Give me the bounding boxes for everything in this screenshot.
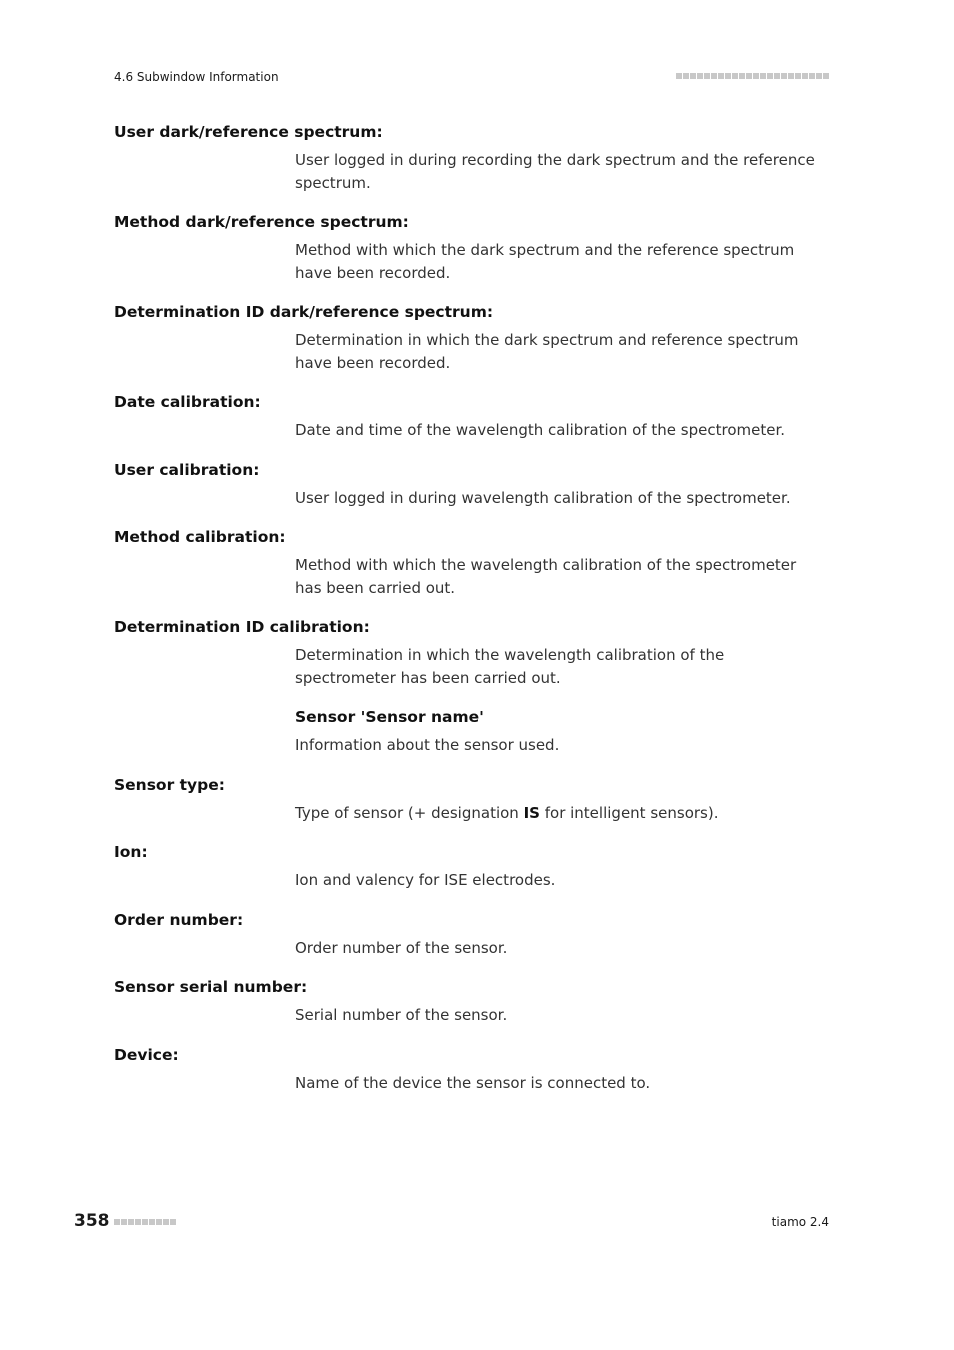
section-description: Information about the sensor used.: [295, 736, 560, 754]
entry-order-number: [114, 910, 834, 960]
product-name: tiamo 2.4: [771, 1215, 829, 1229]
footer-decoration: [114, 1219, 176, 1225]
entry-determination-dark-reference: [114, 302, 834, 374]
entry-user-calibration: [114, 460, 834, 510]
term: Sensor type:: [114, 775, 225, 794]
entry-date-calibration: [114, 392, 834, 442]
entry-user-dark-reference: [114, 122, 834, 194]
description: Serial number of the sensor.: [295, 1006, 508, 1024]
description-text: for intelligent sensors).: [539, 803, 719, 822]
description: Method with which the dark spectrum and the reference spectrum have been recorded.: [295, 241, 795, 282]
entry-method-calibration: [114, 527, 834, 599]
description: User logged in during wavelength calibration of the spectrometer.: [295, 488, 791, 507]
description: Date and time of the wavelength calibration of the spectrometer.: [295, 421, 786, 439]
term: User calibration:: [114, 460, 260, 479]
sensor-section: [295, 707, 834, 757]
designation-is: IS: [523, 803, 540, 822]
entry-method-dark-reference: [114, 212, 834, 284]
term: Sensor serial number:: [114, 978, 308, 996]
term: Device:: [114, 1045, 179, 1064]
definition-list: [114, 122, 834, 1112]
term: User dark/reference spectrum:: [114, 123, 383, 141]
description-text: Type of sensor (+ designation: [295, 803, 524, 822]
description: Ion and valency for ISE electrodes.: [295, 871, 556, 889]
description: Order number of the sensor.: [295, 938, 508, 957]
term: Ion:: [114, 843, 148, 861]
entry-determination-calibration: [114, 617, 834, 689]
description: User logged in during recording the dark spectrum and the reference spectrum.: [295, 151, 815, 192]
term: Date calibration:: [114, 393, 261, 411]
term: Method dark/reference spectrum:: [114, 213, 409, 231]
description: Name of the device the sensor is connected to.: [295, 1073, 651, 1092]
term: Method calibration:: [114, 528, 286, 546]
entry-sensor-serial-number: [114, 977, 834, 1027]
section-heading: Sensor 'Sensor name': [295, 708, 484, 726]
term: Determination ID dark/reference spectrum:: [114, 303, 494, 321]
entry-sensor-type: [114, 775, 834, 825]
description: Method with which the wavelength calibration of the spectrometer has been carried out.: [295, 556, 797, 597]
page-number: 358: [74, 1211, 110, 1231]
term: Order number:: [114, 910, 244, 929]
entry-device: [114, 1045, 834, 1095]
description: Determination in which the dark spectrum and reference spectrum have been recorded.: [295, 331, 799, 372]
entry-ion: [114, 842, 834, 892]
header-decoration: [676, 73, 829, 79]
running-header: 4.6 Subwindow Information: [114, 70, 279, 84]
description: Determination in which the wavelength calibration of the spectrometer has been carried out.: [295, 646, 725, 687]
description: [295, 802, 825, 825]
term: Determination ID calibration:: [114, 618, 370, 636]
